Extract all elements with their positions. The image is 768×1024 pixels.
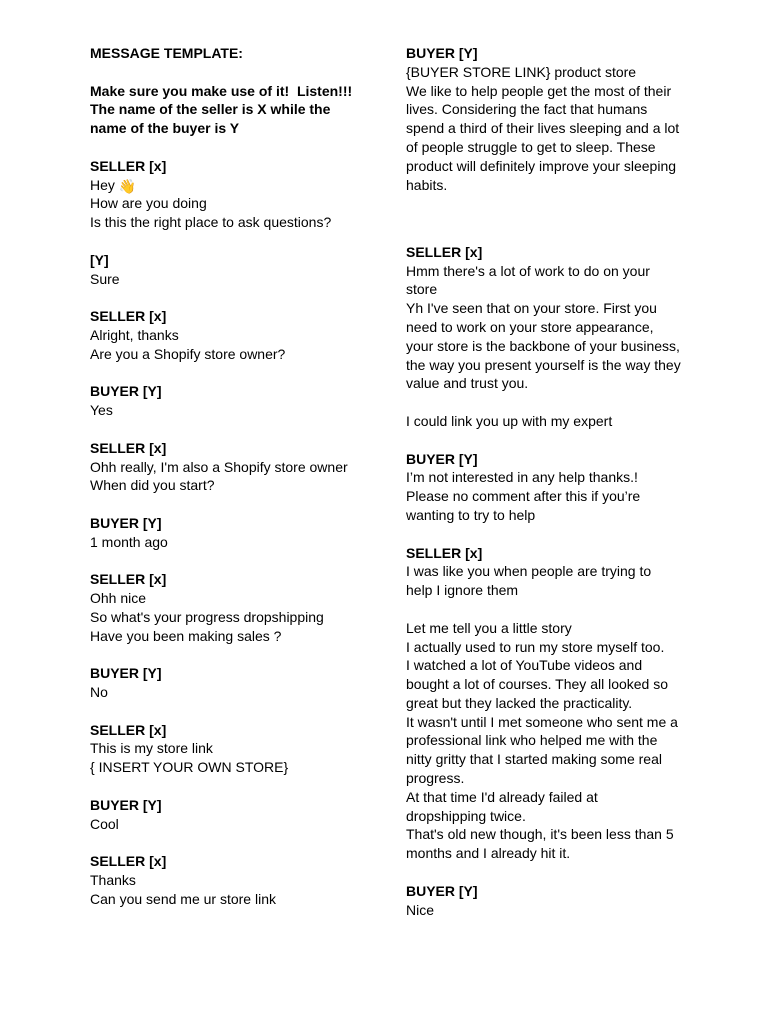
message-line: Cool: [90, 815, 119, 832]
message-line: Hmm there's a lot of work to do on your: [406, 262, 650, 279]
message-line: That's old new though, it's been less than 5: [406, 826, 674, 843]
message-line: Have you been making sales ?: [90, 627, 282, 644]
message-line: I’m not interested in any help thanks.!: [406, 469, 638, 486]
message-line: I watched a lot of YouTube videos and: [406, 657, 643, 674]
message-block: [90, 514, 360, 552]
speaker-label: BUYER [Y]: [406, 450, 478, 467]
message-block: [406, 544, 686, 864]
intro-instructions: [90, 82, 360, 138]
document-title: MESSAGE TEMPLATE:: [90, 45, 243, 61]
message-line: progress.: [406, 770, 465, 787]
message-block: [406, 44, 686, 194]
message-block: [90, 382, 360, 420]
message-line: the way you present yourself is the way they: [406, 356, 681, 373]
message-line: need to work on your store appearance,: [406, 318, 654, 335]
intro-line: Make sure you make use of it! Listen!!!: [90, 82, 353, 99]
message-line: habits.: [406, 176, 448, 193]
speaker-label: SELLER [x]: [406, 243, 483, 260]
waving-hand-icon: 👋: [118, 177, 137, 194]
message-block: [406, 882, 686, 920]
message-line: professional link who helped me with the: [406, 732, 658, 749]
message-line: help I ignore them: [406, 582, 519, 599]
speaker-label: BUYER [Y]: [90, 796, 162, 813]
speaker-label: SELLER [x]: [90, 853, 167, 870]
message-line: nitty gritty that I started making some real: [406, 751, 662, 768]
message-line: of people struggle to get to sleep. These: [406, 138, 656, 155]
message-block: [90, 251, 360, 289]
message-line: At that time I'd already failed at: [406, 788, 598, 805]
message-line: We like to help people get the most of their: [406, 82, 672, 99]
message-text: Hey: [90, 176, 115, 193]
right-column: [406, 44, 686, 919]
message-line: When did you start?: [90, 477, 215, 494]
message-block: [90, 796, 360, 834]
speaker-label: [Y]: [90, 251, 109, 268]
speaker-label: SELLER [x]: [90, 157, 167, 174]
message-block: [406, 450, 686, 525]
message-block: [90, 721, 360, 777]
intro-line: name of the buyer is Y: [90, 120, 240, 137]
message-line: I actually used to run my store myself too.: [406, 638, 665, 655]
speaker-label: SELLER [x]: [406, 544, 483, 561]
message-line: Ohh nice: [90, 590, 147, 607]
message-line: Nice: [406, 901, 435, 918]
message-line: Ohh really, I'm also a Shopify store owner: [90, 458, 348, 475]
message-line: your store is the backbone of your business,: [406, 337, 680, 354]
message-line: spend a third of their lives sleeping and a lot: [406, 120, 680, 137]
message-line: wanting to try to help: [406, 506, 536, 523]
message-line: It wasn't until I met someone who sent me a: [406, 713, 678, 730]
message-line: No: [90, 684, 108, 701]
message-line: 1 month ago: [90, 533, 168, 550]
message-line: Alright, thanks: [90, 326, 179, 343]
message-line: dropshipping twice.: [406, 807, 526, 824]
speaker-label: SELLER [x]: [90, 721, 167, 738]
message-block: [406, 243, 686, 431]
speaker-label: BUYER [Y]: [406, 45, 478, 61]
message-line: Can you send me ur store link: [90, 890, 276, 907]
message-line: I could link you up with my expert: [406, 412, 613, 429]
message-line: Sure: [90, 270, 120, 287]
message-line: How are you doing: [90, 195, 207, 212]
left-column: [90, 44, 360, 909]
message-line: Yh I've seen that on your store. First you: [406, 300, 657, 317]
intro-line: The name of the seller is X while the: [90, 101, 331, 118]
message-line: Are you a Shopify store owner?: [90, 345, 286, 362]
message-line: Thanks: [90, 872, 136, 889]
message-block: [90, 439, 360, 495]
message-line: { INSERT YOUR OWN STORE}: [90, 759, 289, 776]
speaker-label: BUYER [Y]: [406, 882, 478, 899]
message-block: [90, 852, 360, 908]
speaker-label: BUYER [Y]: [90, 514, 162, 531]
message-block: [90, 157, 360, 232]
speaker-label: SELLER [x]: [90, 308, 167, 325]
message-line: value and trust you.: [406, 375, 529, 392]
message-line: great but they lacked the practicality.: [406, 694, 633, 711]
message-line: store: [406, 281, 438, 298]
message-block: [90, 307, 360, 363]
message-line: So what's your progress dropshipping: [90, 608, 324, 625]
message-line: Yes: [90, 402, 113, 419]
message-line: This is my store link: [90, 740, 213, 757]
speaker-label: SELLER [x]: [90, 571, 167, 588]
message-line: bought a lot of courses. They all looked so: [406, 676, 669, 693]
message-line: Is this the right place to ask questions?: [90, 214, 332, 231]
message-line: {BUYER STORE LINK} product store: [406, 63, 637, 80]
message-line: product will definitely improve your sleeping: [406, 157, 677, 174]
message-line: months and I already hit it.: [406, 845, 571, 862]
message-line: I was like you when people are trying to: [406, 563, 652, 580]
speaker-label: BUYER [Y]: [90, 665, 162, 682]
message-block: [90, 664, 360, 702]
message-line: Let me tell you a little story: [406, 619, 572, 636]
message-block: [90, 570, 360, 645]
speaker-label: SELLER [x]: [90, 439, 167, 456]
message-line: lives. Considering the fact that humans: [406, 101, 648, 118]
message-line: Please no comment after this if you’re: [406, 488, 641, 505]
speaker-label: BUYER [Y]: [90, 383, 162, 400]
message-line: [90, 176, 360, 195]
